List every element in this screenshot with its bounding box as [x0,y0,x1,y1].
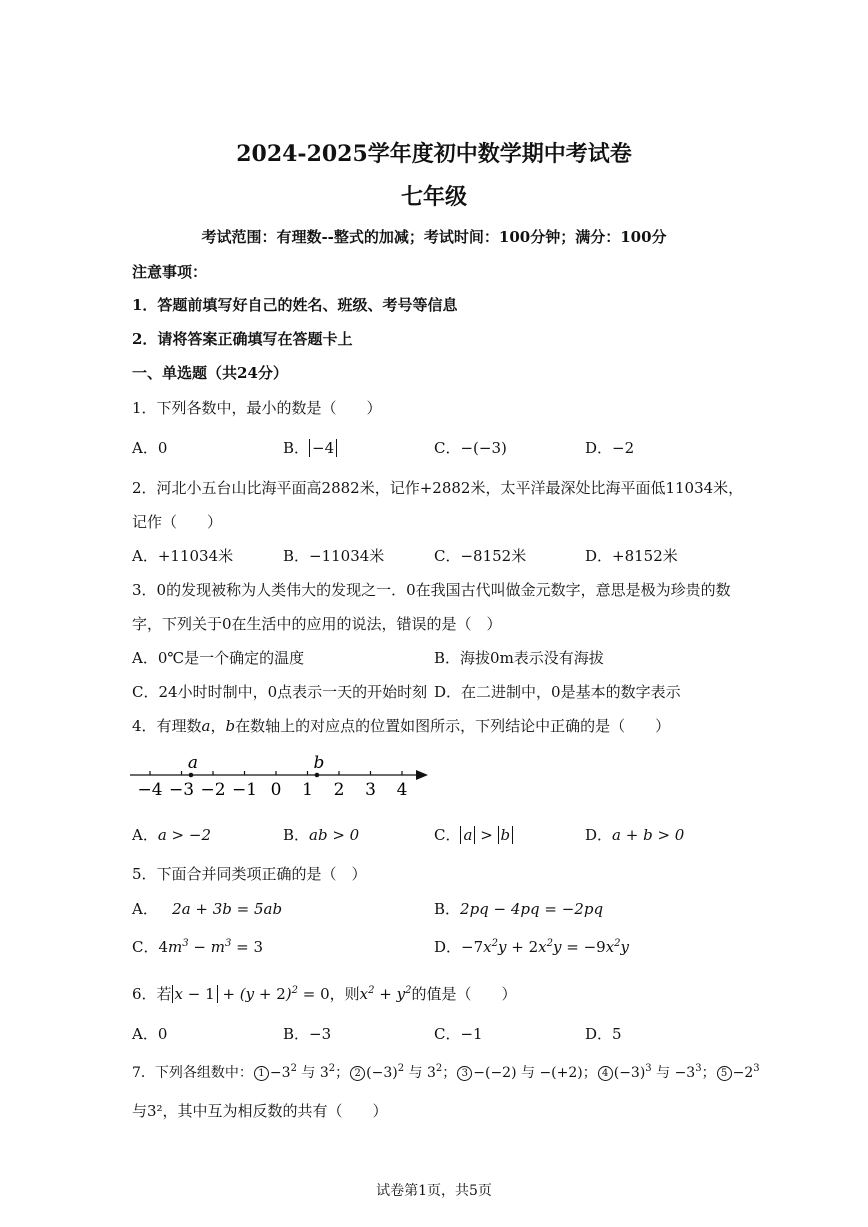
page-footer: 试卷第1页，共5页 [376,1183,492,1199]
q5-option-b: B．2pq − 4pq = −2pq [434,900,604,918]
q1-b-value: −4 [309,439,337,457]
arrow-icon [416,770,428,780]
exam-title: 2024-2025学年度初中数学期中考试卷 [236,141,632,167]
q1-c-value: −(−3) [460,439,507,457]
question-4: 4．有理数a，b在数轴上的对应点的位置如图所示，下列结论中正确的是（ ） [132,717,671,735]
question-1: 1．下列各数中，最小的数是（ ） [132,399,382,417]
q6-option-b: B．−3 [283,1025,332,1043]
tick-label: −3 [168,780,195,800]
q1-option-d: D．−2 [585,439,635,457]
q4-a-expr: a > −2 [157,826,212,844]
notice-item-1: 1．答题前填写好自己的姓名、班级、考号等信息 [132,296,458,314]
tick-label: −4 [137,780,163,800]
q5-a-expr: 2a + 3b = 5ab [172,900,283,918]
q3-option-d: D．在二进制中，0是基本的数字表示 [434,683,681,701]
q4-d-expr: a + b > 0 [612,826,685,844]
q1-option-b: B． −4 [283,438,337,458]
point-a-dot [189,773,194,778]
point-a-label: a [187,753,199,773]
q4-option-c: C． a > b [434,825,513,845]
tick-label: −1 [231,780,258,800]
q6-option-d: D．5 [585,1025,622,1043]
tick-label: 2 [333,780,345,800]
q3-option-b: B．海拔0m表示没有海拔 [434,649,604,667]
q6-option-c: C．−1 [434,1025,483,1043]
q4-option-b: B．ab > 0 [283,826,360,844]
question-3-cont: 字，下列关于0在生活中的应用的说法，错误的是（ ） [132,615,502,633]
q4-option-a: A．a > −2 [132,826,212,844]
tick-label: 0 [270,780,282,800]
q4-b-expr: ab > 0 [309,826,360,844]
tick-label: 1 [302,780,313,800]
q5-option-a: A． 2a + 3b = 5ab [132,900,283,918]
question-2: 2．河北小五台山比海平面高2882米，记作+2882米，太平洋最深处比海平面低11034米， [132,479,744,497]
section-heading: 一、单选题（共24分） [132,364,288,382]
grade-title: 七年级 [400,184,467,210]
notice-heading: 注意事项： [132,263,208,281]
question-5: 5．下面合并同类项正确的是（ ） [132,865,367,883]
q3-option-a: A．0℃是一个确定的温度 [132,649,305,667]
q1-option-a: A．0 [132,439,168,457]
q5-option-d: D．$-7x^2y + 2x^2y = -9x^2y$ [434,938,630,956]
tick-label: −2 [200,780,226,800]
q4-option-d: D．a + b > 0 [585,826,685,844]
question-3: 3．0的发现被称为人类伟大的发现之一．0在我国古代叫做金元数字，意思是极为珍贵的数 [132,581,731,599]
q5-option-c: C．$4m^3 - m^3 = 3$ [132,938,263,956]
q6-option-a: A．0 [132,1025,168,1043]
point-b-label: b [313,753,325,773]
q2-option-b: B．−11034米 [283,547,385,565]
question-2-cont: 记作（ ） [132,513,223,531]
tick-label: 3 [365,780,376,800]
point-b-dot [315,773,320,778]
question-7-cont: 与3²，其中互为相反数的共有（ ） [132,1102,388,1120]
number-line-figure [128,748,438,804]
notice-item-2: 2．请将答案正确填写在答题卡上 [132,330,353,348]
exam-info: 考试范围：有理数--整式的加减；考试时间：100分钟；满分：100分 [201,228,667,246]
question-6: 6．若 $x - 1 + (y + 2)^2 = 0$，则$x^2 + y^2$的值是（ ） [132,985,517,1003]
tick-label: 4 [396,780,408,800]
q1-option-c: C．−(−3) [434,439,507,457]
q2-option-d: D．+8152米 [585,547,678,565]
q2-option-a: A．+11034米 [132,547,234,565]
question-7: 7．下列各组数中： $1 -3^2$ 与 $3^2$； 2 $(-3)^2$ 与 $3^2$； 3 −(−2) 与 −(+2)； 4 $(-3)^3$ 与 $-3^3$； $5 -2^3$ [132,1063,760,1081]
q5-b-expr: 2pq − 4pq = −2pq [460,900,604,918]
q2-option-c: C．−8152米 [434,547,527,565]
q3-option-c: C．24小时时制中，0点表示一天的开始时刻 [132,683,428,701]
